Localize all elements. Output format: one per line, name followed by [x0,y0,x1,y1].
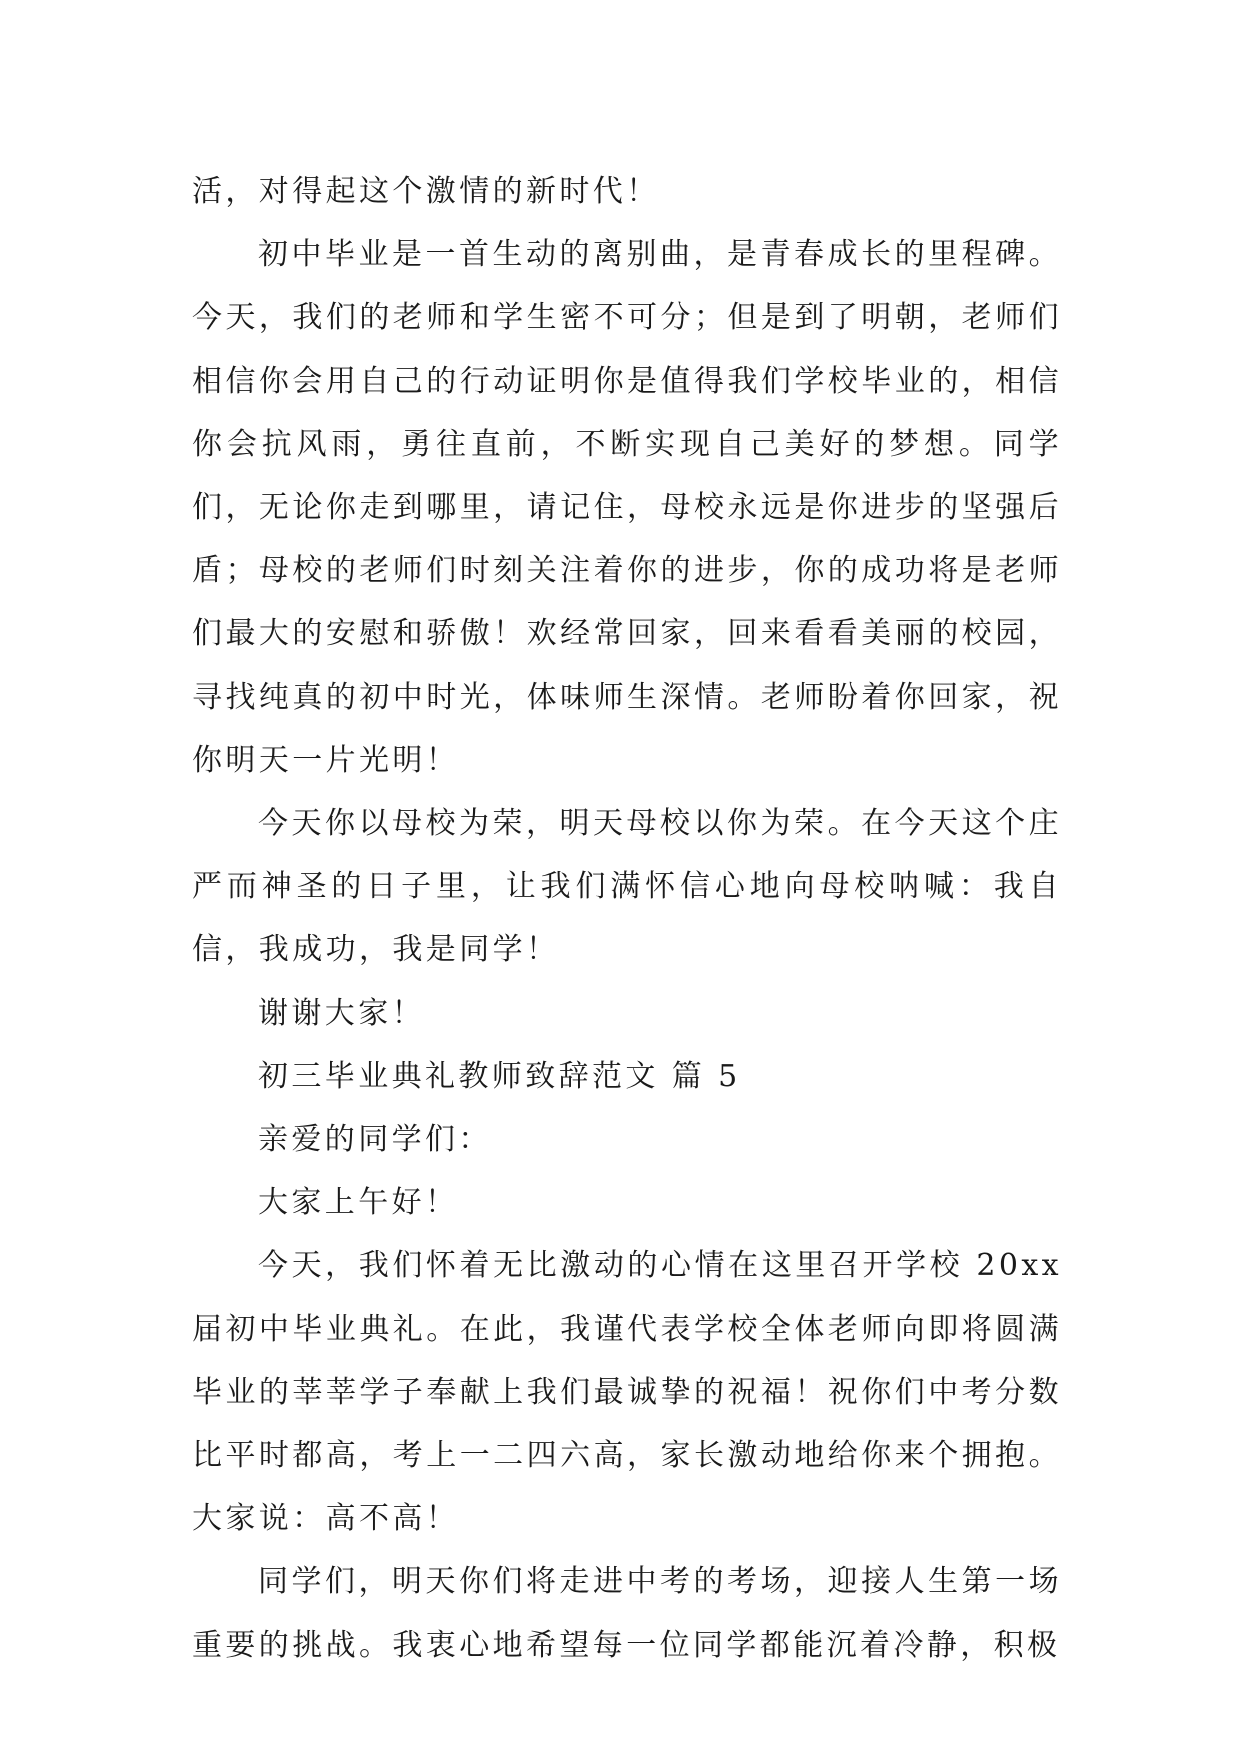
greeting: 大家上午好！ [258,1185,459,1221]
paragraph-farewell: 初中毕业是一首生动的离别曲，是青春成长的里程碑。今天，我们的老师和学生密不可分；但是到了明朝，老师们相信你会用自己的行动证明你是值得我们学校毕业的，相信你会抗风雨，勇往直前，不断实现自己美好的梦想。同学们，无论你走到哪里，请记住，母校永远是你进步的坚强后盾；母校的老师们时刻关注着你的进步，你的成功将是老师们最大的安慰和骄傲！欢经常回家，回来看看美丽的校园，寻找纯真的初中时光，体味师生深情。老师盼着你回家，祝你明天一片光明！ [192,237,1062,778]
section-heading: 初三毕业典礼教师致辞范文 篇 5 [258,1058,741,1094]
document-body [192,160,1062,1677]
salutation: 亲爱的同学们： [258,1122,492,1158]
paragraph-ceremony: 今天，我们怀着无比激动的心情在这里召开学校 20xx 届初中毕业典礼。在此，我谨代表学校全体老师向即将圆满毕业的莘莘学子奉献上我们最诚挚的祝福！祝你们中考分数比平时都高，考上一二四六高，家长激动地给你来个拥抱。大家说：高不高！ [192,1248,1062,1537]
paragraph-exam: 同学们，明天你们将走进中考的考场，迎接人生第一场重要的挑战。我衷心地希望每一位同学都能沉着冷静，积极 [192,1564,1062,1663]
paragraph-continuation: 活，对得起这个激情的新时代！ [192,174,660,209]
paragraph-thanks: 谢谢大家！ [258,995,425,1031]
paragraph-pride: 今天你以母校为荣，明天母校以你为荣。在今天这个庄严而神圣的日子里，让我们满怀信心地向母校呐喊：我自信，我成功，我是同学！ [192,806,1062,968]
